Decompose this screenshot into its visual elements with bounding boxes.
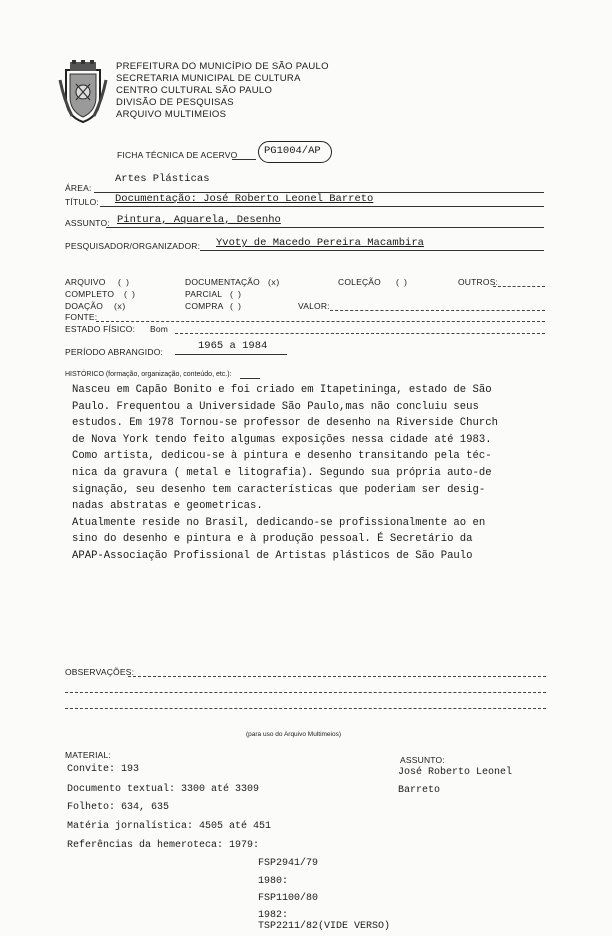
header-line-secretaria: SECRETARIA MUNICIPAL DE CULTURA — [116, 73, 301, 84]
arquivo-checkbox[interactable]: ( ) — [118, 277, 130, 287]
historico-line: nadas abstratas e geometricas. — [72, 500, 263, 513]
header-line-prefeitura: PREFEITURA DO MUNICÍPIO DE SÃO PAULO — [116, 61, 329, 72]
historico-label: HISTÓRICO (formação, organização, conteúdo, etc.): — [65, 371, 232, 378]
assunto-value: Pintura, Aquarela, Desenho — [117, 214, 281, 226]
titulo-value: Documentação: José Roberto Leonel Barreto — [115, 193, 374, 205]
material-label: MATERIAL: — [65, 750, 112, 760]
assunto-label: ASSUNTO: — [65, 218, 110, 228]
completo-checkbox[interactable]: ( ) — [124, 289, 136, 299]
estado-fisico-value: Bom — [150, 324, 169, 334]
material-item: Convite: 193 — [67, 764, 140, 775]
historico-line: estudos. Em 1978 Tornou-se professor de desenho na Riverside Church — [72, 417, 498, 430]
hemeroteca-ref: FSP2941/79 — [258, 858, 319, 869]
hemeroteca-ref: TSP2211/82(VIDE VERSO) — [258, 921, 391, 932]
material-item: Folheto: 634, 635 — [67, 802, 170, 813]
assunto-box-label: ASSUNTO: — [400, 755, 445, 765]
historico-line: APAP-Associação Profissional de Artistas plásticos de São Paulo — [72, 549, 473, 562]
pesquisador-value: Yvoty de Macedo Pereira Macambira — [216, 237, 424, 249]
colecao-checkbox-label: COLEÇÃO — [338, 277, 381, 287]
valor-label: VALOR: — [298, 301, 330, 311]
parcial-checkbox[interactable]: ( ) — [230, 289, 242, 299]
historico-line: signação, seu desenho tem características que poderiam ser desig- — [72, 483, 486, 496]
material-item: Documento textual: 3300 até 3309 — [67, 784, 260, 795]
municipal-crest-icon — [58, 60, 108, 124]
periodo-value: 1965 a 1984 — [198, 340, 268, 352]
fonte-label: FONTE: — [65, 312, 98, 322]
compra-checkbox[interactable]: ( ) — [230, 301, 242, 311]
header-line-centro: CENTRO CULTURAL SÃO PAULO — [116, 85, 273, 96]
colecao-checkbox[interactable]: ( ) — [396, 277, 408, 287]
doacao-checkbox-label: DOAÇÃO — [65, 301, 104, 311]
uso-arquivo-note: (para uso do Arquivo Multimeios) — [246, 731, 342, 738]
observacoes-label: OBSERVAÇÕES: — [65, 667, 135, 677]
assunto-box-line: José Roberto Leonel — [398, 767, 513, 778]
header-line-arquivo: ARQUIVO MULTIMEIOS — [116, 109, 227, 120]
material-item: Referências da hemeroteca: 1979: — [67, 840, 260, 851]
estado-fisico-label: ESTADO FÍSICO: — [65, 324, 136, 334]
historico-line: nica da gravura ( metal e litografia). Segundo sua própria auto-de — [72, 466, 492, 479]
completo-checkbox-label: COMPLETO — [65, 289, 115, 299]
doacao-checkbox[interactable]: (x) — [114, 301, 126, 312]
titulo-label: TÍTULO: — [65, 197, 99, 207]
hemeroteca-ref: FSP1100/80 — [258, 893, 319, 904]
documentacao-checkbox-label: DOCUMENTAÇÃO — [185, 277, 260, 287]
arquivo-checkbox-label: ARQUIVO — [65, 277, 106, 287]
documentacao-checkbox[interactable]: (x) — [268, 277, 280, 288]
historico-line: Paulo. Frequentou a Universidade São Paulo,mas não concluiu seus — [72, 400, 479, 413]
ficha-label: FICHA TÉCNICA DE ACERVO — [117, 150, 238, 160]
assunto-box-line: Barreto — [398, 785, 441, 796]
historico-line: Nasceu em Capão Bonito e foi criado em Itapetininga, estado de São — [72, 384, 492, 396]
hemeroteca-year: 1982: — [258, 910, 289, 921]
periodo-label: PERÍODO ABRANGIDO: — [65, 347, 164, 357]
header-line-divisao: DIVISÃO DE PESQUISAS — [116, 97, 234, 108]
hemeroteca-year: 1980: — [258, 876, 289, 887]
historico-line: sino do desenho e pintura e à produção pessoal. É Secretário da — [72, 533, 473, 546]
area-label: ÁREA: — [65, 183, 92, 193]
outros-label: OUTROS: — [458, 277, 499, 287]
parcial-checkbox-label: PARCIAL — [185, 289, 223, 299]
material-item: Matéria jornalística: 4505 até 451 — [67, 821, 272, 832]
area-value: Artes Plásticas — [115, 173, 210, 185]
historico-line: de Nova York tendo feito algumas exposições nessa cidade até 1983. — [72, 433, 492, 446]
historico-line: Como artista, dedicou-se à pintura e desenho transitando pela téc- — [72, 450, 492, 463]
compra-checkbox-label: COMPRA — [185, 301, 224, 311]
historico-line: Atualmente reside no Brasil, dedicando-se profissionalmente ao en — [72, 516, 486, 529]
historico-text — [72, 382, 572, 565]
pesquisador-label: PESQUISADOR/ORGANIZADOR: — [65, 241, 201, 251]
ficha-code: PG1004/AP — [264, 145, 321, 157]
